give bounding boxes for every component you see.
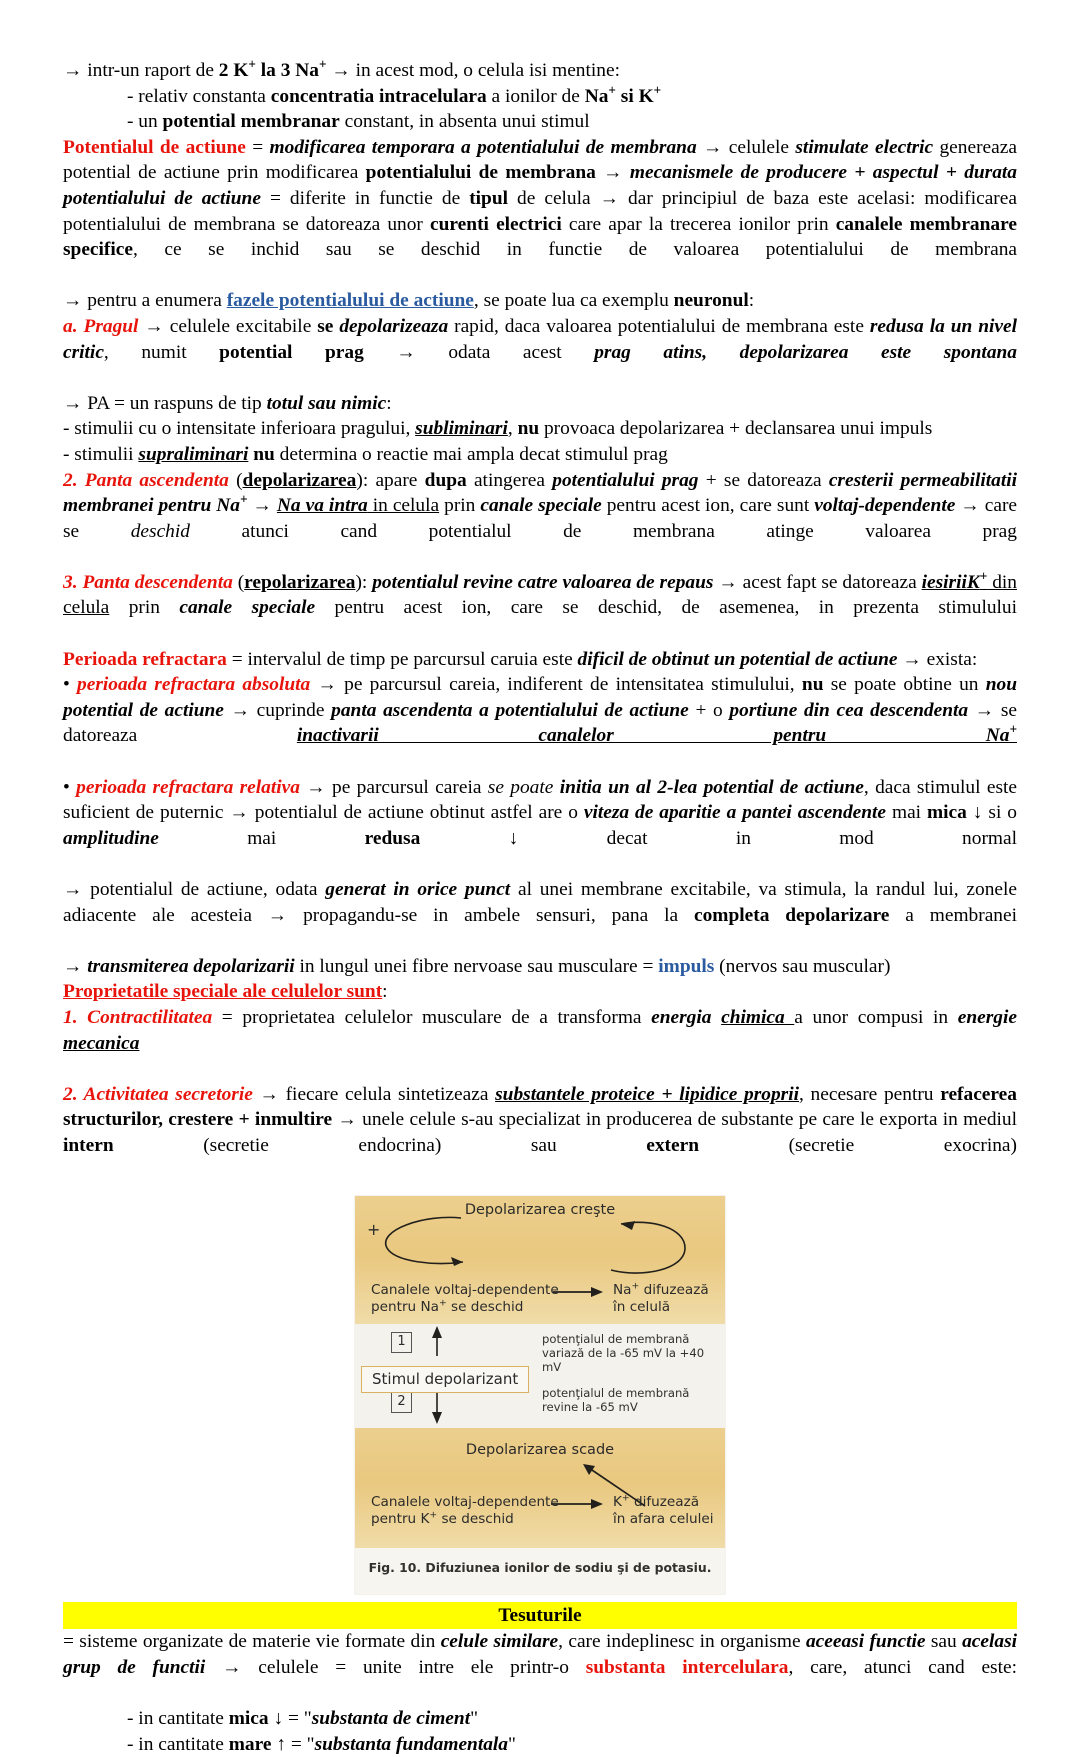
text-fragment: canale speciale <box>179 597 315 618</box>
text-fragment: → se datoreaza <box>63 700 1017 747</box>
text-fragment: - in cantitate <box>127 1734 229 1755</box>
banner-text: Tesuturile <box>498 1605 581 1626</box>
superscript-plus: + <box>622 1493 630 1504</box>
text-fragment: potenţialul de membrană <box>542 1332 689 1346</box>
text-fragment: repolarizarea <box>244 572 355 593</box>
text-fragment: , se poate lua ca exemplu <box>474 290 674 311</box>
text-fragment: potential prag <box>219 342 364 363</box>
text-fragment: → celulele <box>697 137 796 158</box>
figure-middle-section <box>355 1324 725 1428</box>
figure-left-top-label <box>371 1282 559 1316</box>
text-fragment: potentialul revine catre valoarea de repaus <box>372 572 713 593</box>
heading-perioada-refractara: Perioada refractara <box>63 649 227 670</box>
text-fragment: K <box>967 572 980 593</box>
text-fragment: → care se <box>63 495 1017 542</box>
text-line-potential-membranar <box>63 109 1017 135</box>
text-fragment: = proprietatea celulelor musculare de a transforma <box>212 1007 651 1028</box>
text-fragment: substanta fundamentala <box>315 1734 508 1755</box>
paragraph-potentialul-de-actiune <box>63 135 1017 289</box>
text-fragment: → potentialul de actiune, odata <box>63 879 325 900</box>
paragraph-panta-descendenta <box>63 570 1017 647</box>
superscript-plus: + <box>240 492 248 507</box>
paragraph-fazele <box>63 288 1017 314</box>
text-fragment: in lungul unei fibre nervoase sau musculare = <box>295 956 659 977</box>
text-fragment: celule similare <box>441 1631 558 1652</box>
text-fragment: : <box>749 290 754 311</box>
text-fragment: provoaca depolarizarea + declansarea unui impuls <box>539 418 932 439</box>
text-fragment: extern <box>646 1135 699 1156</box>
text-fragment: - relativ constanta <box>127 86 271 107</box>
document-page <box>63 58 1017 1757</box>
paragraph-contractilitatea <box>63 1005 1017 1082</box>
text-fragment: = <box>246 137 270 158</box>
text-fragment: neuronul <box>674 290 749 311</box>
text-fragment: supraliminari <box>138 444 248 465</box>
text-fragment: genereaza potential de actiune prin modificarea <box>63 137 1017 184</box>
figure-bottom-title: Depolarizarea scade <box>355 1442 725 1458</box>
text-fragment: mecanica <box>63 1033 139 1054</box>
superscript-plus: + <box>654 82 662 97</box>
text-fragment: difuzează <box>630 1494 699 1510</box>
text-fragment: ( <box>229 470 243 491</box>
text-fragment: → pe parcursul careia <box>300 777 488 798</box>
text-fragment: (secretie exocrina) <box>699 1135 1017 1156</box>
text-fragment: dificil de obtinut un potential de actiune <box>578 649 898 670</box>
text-fragment: totul sau nimic <box>267 393 387 414</box>
text-fragment: Na va intra <box>277 495 368 516</box>
text-fragment: subliminari <box>415 418 508 439</box>
text-fragment: K <box>613 1494 622 1510</box>
figure-note-1 <box>542 1332 725 1374</box>
text-fragment: - un <box>127 111 163 132</box>
heading-refractara-absoluta: perioada refractara absoluta <box>77 674 310 695</box>
text-fragment: a unor compusi in <box>794 1007 957 1028</box>
paragraph-refractara-relativa <box>63 775 1017 877</box>
text-fragment: sau <box>925 1631 962 1652</box>
heading-proprietatile-speciale <box>63 979 1017 1005</box>
text-fragment: canale speciale <box>480 495 601 516</box>
text-fragment: ↓ = " <box>269 1708 312 1729</box>
text-fragment: transmiterea depolarizarii <box>87 956 294 977</box>
text-fragment: → celulele excitabile <box>138 316 317 337</box>
text-fragment: energia <box>651 1007 721 1028</box>
text-fragment: se deschid <box>447 1299 524 1315</box>
text-fragment: (nervos sau muscular) <box>714 956 890 977</box>
text-fragment: " <box>470 1708 478 1729</box>
text-fragment: potenţialul de membrană <box>542 1386 689 1400</box>
text-fragment: pentru acest ion, care sunt <box>602 495 815 516</box>
superscript-plus: + <box>632 1281 640 1292</box>
figure-container <box>63 1196 1017 1594</box>
text-fragment: nu <box>253 444 275 465</box>
text-fragment: (secretie endocrina) sau <box>114 1135 647 1156</box>
text-fragment: deschid <box>131 521 190 542</box>
text-fragment: , <box>508 418 518 439</box>
text-fragment: curenti electrici <box>430 214 562 235</box>
text-fragment: → <box>63 956 87 977</box>
bullet-icon: • <box>63 674 77 695</box>
text-fragment: se deschid <box>437 1511 514 1527</box>
text-fragment: depolarizeaza <box>339 316 448 337</box>
text-fragment: potential membranar <box>163 111 340 132</box>
text-fragment: → pe parcursul careia, indiferent de intensitatea stimulului, <box>310 674 802 695</box>
text-fragment: ↓ decat in mod normal <box>420 828 1017 849</box>
text-fragment: amplitudine <box>63 828 159 849</box>
text-fragment: generat in orice punct <box>325 879 510 900</box>
superscript-plus: + <box>980 568 988 583</box>
heading-potentialul-de-actiune: Potentialul de actiune <box>63 137 246 158</box>
paragraph-panta-ascendenta <box>63 468 1017 570</box>
superscript-plus: + <box>248 57 256 72</box>
text-fragment: + se datoreaza <box>699 470 829 491</box>
heading-activitatea-secretorie: 2. Activitatea secretorie <box>63 1084 253 1105</box>
text-fragment: mecanismele de producere + aspectul + durata potentialului de actiune <box>63 162 1017 209</box>
text-fragment: potentialului de membrana <box>366 162 596 183</box>
figure-diffusion-na-k <box>355 1196 725 1594</box>
text-fragment: → unele celule s-au specializat in producerea de substante pe care le exporta in mediul <box>332 1109 1017 1130</box>
text-fragment: Na <box>613 1282 632 1298</box>
text-fragment: → <box>248 495 277 516</box>
text-fragment: atingerea <box>467 470 553 491</box>
text-fragment: completa depolarizare <box>694 905 889 926</box>
text-fragment: → pentru a enumera <box>63 290 227 311</box>
list-item-cantitate-mica <box>63 1706 1017 1732</box>
text-fragment: → odata acest <box>364 342 594 363</box>
text-fragment: refacerea structurilor, crestere + inmultire <box>63 1084 1017 1131</box>
figure-right-bottom-label <box>613 1494 714 1528</box>
text-fragment: → acest fapt se datoreaza <box>713 572 921 593</box>
text-fragment: - in cantitate <box>127 1708 229 1729</box>
text-fragment: → <box>596 162 630 183</box>
text-fragment: redusa <box>365 828 421 849</box>
text-fragment: inactivarii canalelor pentru Na <box>297 725 1010 746</box>
heading-panta-descendenta: 3. Panta descendenta <box>63 572 233 593</box>
figure-caption: Fig. 10. Difuziunea ionilor de sodiu şi de potasiu. <box>355 1560 725 1575</box>
text-fragment: modificarea temporara a potentialului de membrana <box>270 137 697 158</box>
text-fragment: revine la -65 mV <box>542 1400 638 1414</box>
figure-caption-area <box>355 1548 725 1594</box>
text-fragment: ↑ = " <box>271 1734 314 1755</box>
text-fragment: , care, atunci cand este: <box>788 1657 1017 1678</box>
text-fragment: ): apare <box>356 470 424 491</box>
text-fragment: : <box>382 981 387 1002</box>
text-fragment: a ionilor de <box>487 86 585 107</box>
text-fragment: mare <box>229 1734 272 1755</box>
text-fragment: initia un al 2-lea potential de actiune <box>560 777 864 798</box>
term-impuls: impuls <box>658 956 714 977</box>
text-fragment: nu <box>518 418 540 439</box>
text-fragment: prin <box>109 597 179 618</box>
text-fragment: mai <box>886 802 927 823</box>
text-fragment: 2 K <box>219 60 249 81</box>
text-fragment: Na <box>585 86 609 107</box>
text-fragment: pentru acest ion, care se deschid, de asemenea, in prezenta stimulului <box>315 597 1017 618</box>
link-fazele-potentialului[interactable]: fazele potentialului de actiune <box>227 290 474 311</box>
heading-text: Proprietatile speciale ale celulelor sunt <box>63 981 382 1002</box>
text-fragment: în celulă <box>613 1299 670 1315</box>
figure-right-top-label <box>613 1282 709 1316</box>
text-fragment: - stimulii cu o intensitate inferioara pragului, <box>63 418 415 439</box>
text-fragment: al unei membrane excitabile, va stimula, la randul lui, zonele adiacente ale acesteia → propagandu-se in ambele sensuri, pana la <box>63 879 1017 926</box>
text-fragment: dupa <box>425 470 467 491</box>
text-fragment: Canalele voltaj-dependente <box>371 1494 559 1510</box>
text-fragment: depolarizarea <box>243 470 357 491</box>
text-fragment: mica <box>229 1708 269 1729</box>
text-fragment: potentialului prag <box>552 470 698 491</box>
text-fragment: a membranei <box>889 905 1017 926</box>
text-fragment: → PA = un raspuns de tip <box>63 393 267 414</box>
text-fragment: → exista: <box>898 649 978 670</box>
text-fragment: constant, in absenta unui stimul <box>340 111 590 132</box>
text-fragment: = sisteme organizate de materie vie formate din <box>63 1631 441 1652</box>
text-fragment: " <box>508 1734 516 1755</box>
term-substanta-intercelulara: substanta intercelulara <box>586 1657 789 1678</box>
text-fragment: + o <box>689 700 730 721</box>
heading-refractara-relativa: perioada refractara relativa <box>76 777 300 798</box>
paragraph-activitatea-secretorie <box>63 1082 1017 1184</box>
text-fragment: atunci cand potentialul de membrana atinge valoarea prag <box>190 521 1017 542</box>
text-fragment: → celulele = unite intre ele printr-o <box>205 1657 585 1678</box>
figure-bottom-band <box>355 1428 725 1548</box>
text-fragment: se <box>317 316 339 337</box>
text-fragment: - stimulii <box>63 444 138 465</box>
text-fragment: cresterii permeabilitatii membranei pentru Na <box>63 470 1017 517</box>
text-fragment: stimulate electric <box>795 137 933 158</box>
text-fragment: viteza de aparitie a pantei ascendente <box>584 802 886 823</box>
text-fragment: substantele proteice + lipidice proprii <box>495 1084 799 1105</box>
text-line-concentratia <box>63 84 1017 110</box>
text-fragment: substanta de ciment <box>312 1708 470 1729</box>
text-fragment: pentru K <box>371 1511 429 1527</box>
text-fragment: nu <box>802 674 824 695</box>
text-line-ratio <box>63 58 1017 84</box>
paragraph-stimulii-supraliminari <box>63 442 1017 468</box>
figure-top-title: Depolarizarea creşte <box>355 1202 725 1218</box>
paragraph-impuls <box>63 954 1017 980</box>
text-fragment: concentratia intracelulara <box>271 86 487 107</box>
text-fragment: ( <box>233 572 244 593</box>
text-fragment: canalele membranare specifice <box>63 214 1017 261</box>
text-fragment: → fiecare celula sintetizeaza <box>253 1084 495 1105</box>
text-fragment: se poate obtine un <box>823 674 985 695</box>
text-fragment: se poate <box>488 777 554 798</box>
paragraph-pragul <box>63 314 1017 391</box>
paragraph-propagare <box>63 877 1017 954</box>
text-fragment: iesirii <box>922 572 967 593</box>
paragraph-tesuturi-definitie <box>63 1629 1017 1706</box>
text-fragment: , daca stimulul este suficient de puternic → potentialul de actiune obtinut astfel are o <box>63 777 1017 824</box>
superscript-plus: + <box>439 1298 447 1309</box>
text-fragment: variază de la -65 mV la +40 mV <box>542 1346 704 1374</box>
figure-step-1-box: 1 <box>391 1332 412 1353</box>
superscript-plus: + <box>429 1510 437 1521</box>
text-fragment: → cuprinde <box>224 700 331 721</box>
plus-sign-icon: + <box>367 1220 380 1239</box>
text-fragment: → intr-un raport de <box>63 60 219 81</box>
text-fragment: voltaj-dependente <box>814 495 955 516</box>
text-fragment: = diferite in functie de <box>261 188 469 209</box>
text-fragment: → in acest mod, o celula isi mentine: <box>326 60 619 81</box>
paragraph-totul-sau-nimic <box>63 391 1017 417</box>
bullet-icon: • <box>63 777 76 798</box>
text-fragment: Canalele voltaj-dependente <box>371 1282 559 1298</box>
text-fragment: tipul <box>469 188 508 209</box>
paragraph-perioada-refractara <box>63 647 1017 673</box>
text-fragment: portiune din cea descendenta <box>729 700 968 721</box>
section-banner-tesuturile <box>63 1602 1017 1629</box>
text-fragment: in celula <box>368 495 439 516</box>
text-fragment: , care indeplinesc in organisme <box>558 1631 806 1652</box>
text-fragment: în afara celulei <box>613 1511 714 1527</box>
text-fragment: de celula → dar principiul de baza este acelasi: modificarea potentialului de membrana se datoreaza unor <box>63 188 1017 235</box>
heading-pragul: a. Pragul <box>63 316 138 337</box>
paragraph-refractara-absoluta <box>63 672 1017 774</box>
figure-top-band <box>355 1196 725 1324</box>
text-fragment: aceeasi functie <box>806 1631 926 1652</box>
text-fragment: mica <box>927 802 967 823</box>
text-fragment: , necesare pentru <box>799 1084 940 1105</box>
text-fragment: intern <box>63 1135 114 1156</box>
text-fragment: ↓ si o <box>967 802 1017 823</box>
list-item-cantitate-mare <box>63 1732 1017 1757</box>
paragraph-stimulii-subliminari <box>63 416 1017 442</box>
heading-panta-ascendenta: 2. Panta ascendenta <box>63 470 229 491</box>
figure-note-2 <box>542 1386 689 1414</box>
text-fragment: prag atins, depolarizarea este spontana <box>594 342 1017 363</box>
text-fragment: : <box>386 393 391 414</box>
text-fragment: determina o reactie mai ampla decat stimulul prag <box>275 444 668 465</box>
text-fragment: energie <box>958 1007 1017 1028</box>
text-fragment: , numit <box>104 342 219 363</box>
figure-stimulus-box: Stimul depolarizant <box>361 1366 529 1393</box>
text-fragment: din celula <box>63 572 1017 619</box>
text-fragment: mai <box>159 828 365 849</box>
text-fragment: prin <box>439 495 480 516</box>
superscript-plus: + <box>1009 722 1017 737</box>
text-fragment: pentru Na <box>371 1299 439 1315</box>
figure-step-2-box: 2 <box>391 1392 412 1413</box>
text-fragment: chimica <box>721 1007 794 1028</box>
superscript-plus: + <box>608 82 616 97</box>
text-fragment: rapid, daca valoarea potentialului de membrana este <box>448 316 870 337</box>
text-fragment: , ce se inchid sau se deschid in functie de valoarea potentialului de membrana <box>133 239 1017 260</box>
text-fragment: ): <box>355 572 372 593</box>
figure-left-bottom-label <box>371 1494 559 1528</box>
text-fragment: = intervalul de timp pe parcursul caruia este <box>227 649 578 670</box>
text-fragment: redusa la un nivel critic <box>63 316 1017 363</box>
text-fragment: panta ascendenta a potentialului de actiune <box>331 700 689 721</box>
text-fragment: la 3 Na <box>256 60 319 81</box>
text-fragment: nou potential de actiune <box>63 674 1017 721</box>
text-fragment: care apar la trecerea ionilor prin <box>562 214 836 235</box>
text-fragment: difuzează <box>639 1282 708 1298</box>
text-fragment: acelasi grup de functii <box>63 1631 1017 1678</box>
heading-contractilitatea: 1. Contractilitatea <box>63 1007 212 1028</box>
text-fragment: si K <box>616 86 654 107</box>
superscript-plus: + <box>319 57 327 72</box>
figure-bottom-arrows-svg <box>355 1428 725 1548</box>
